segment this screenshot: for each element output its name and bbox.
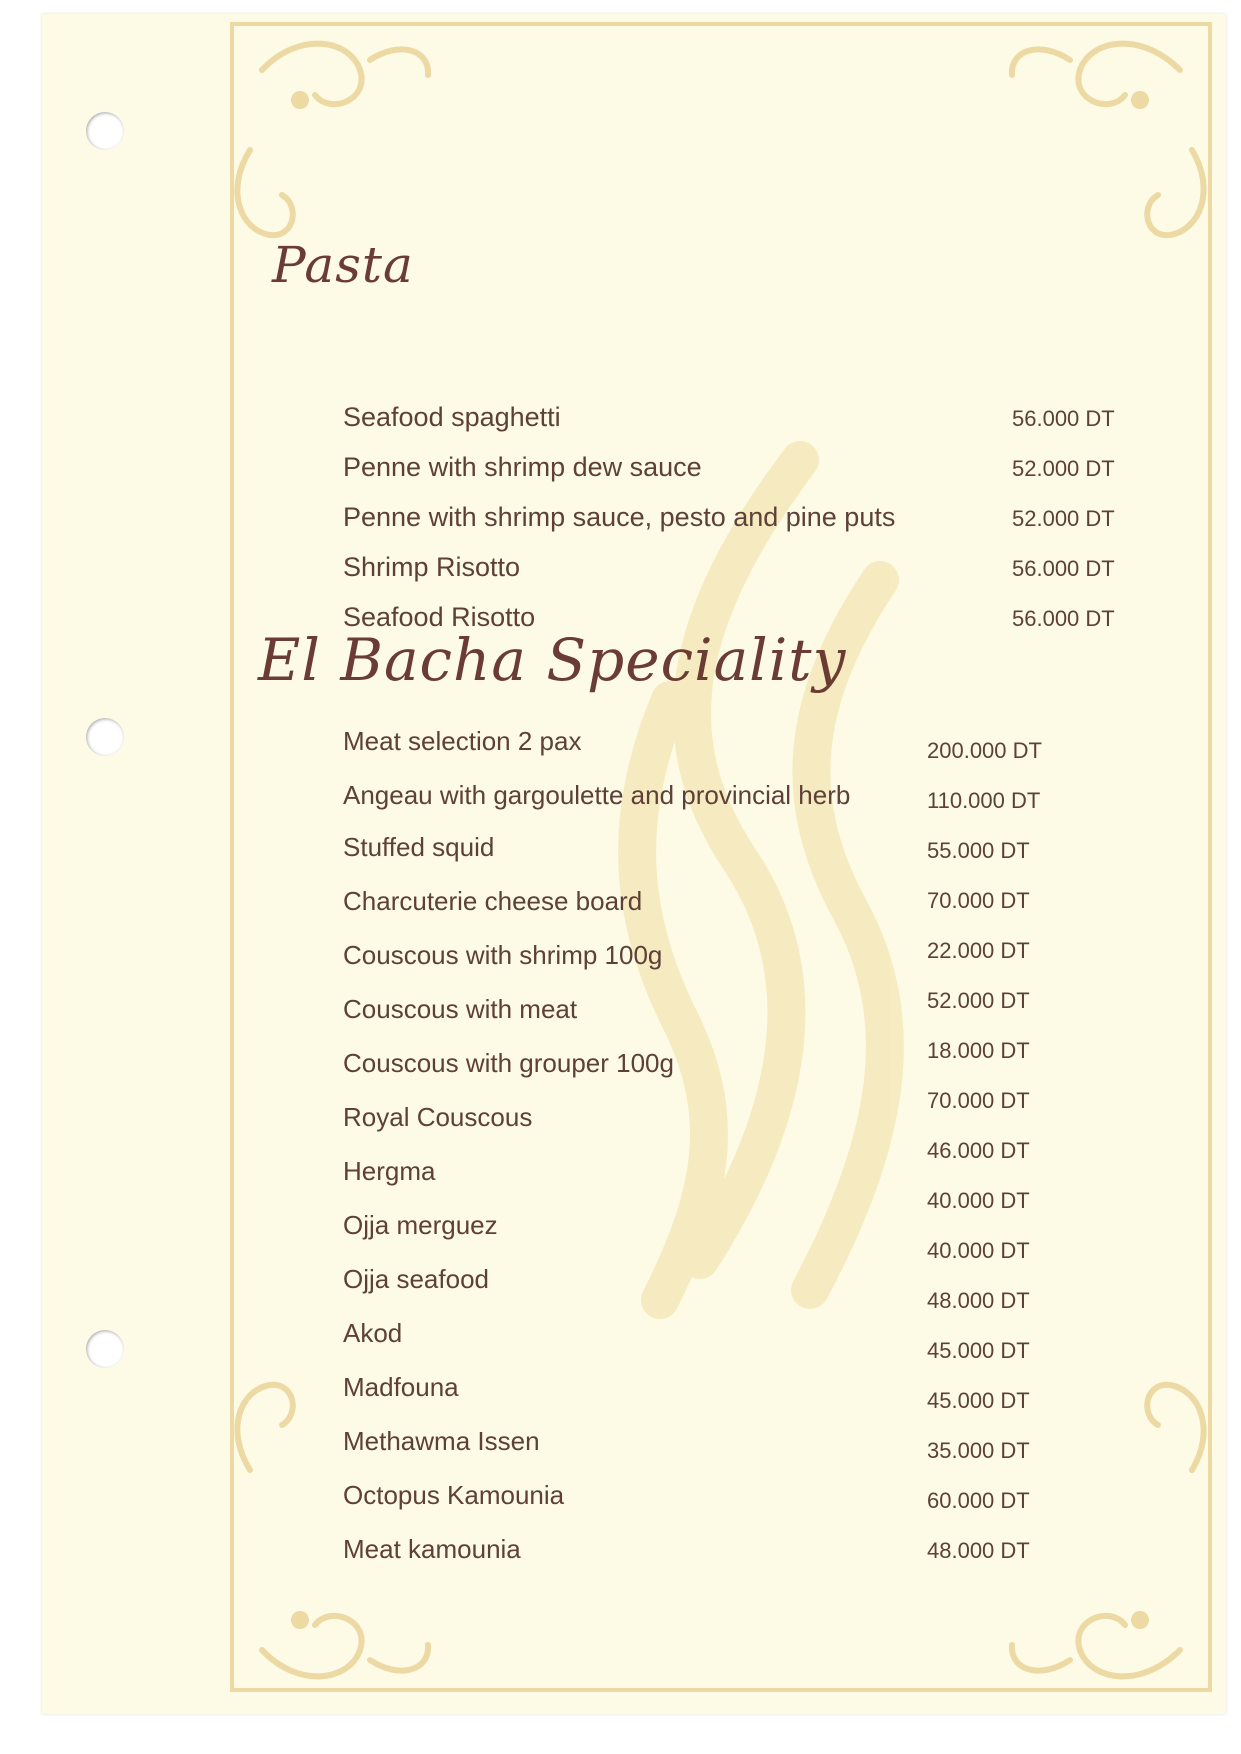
menu-item-price: 110.000 DT (927, 788, 1041, 813)
menu-item-row (0, 552, 1241, 592)
menu-item-row (0, 1088, 1241, 1142)
menu-item-row (0, 502, 1241, 542)
menu-item-row (0, 886, 1241, 926)
menu-item-name: Angeau with gargoulette and provincial herb (343, 780, 851, 810)
menu-item-name: Penne with shrimp dew sauce (343, 452, 702, 482)
menu-item-price: 60.000 DT (927, 1488, 1030, 1513)
menu-item-price: 56.000 DT (1012, 556, 1115, 581)
menu-item-name: Charcuterie cheese board (343, 886, 643, 916)
menu-item-row (0, 1038, 1241, 1088)
menu-item-name: Couscous with meat (343, 994, 578, 1024)
menu-item-price: 40.000 DT (927, 1188, 1030, 1213)
menu-item-price: 200.000 DT (927, 738, 1042, 763)
menu-item-price: 35.000 DT (927, 1438, 1030, 1463)
menu-item-name: Shrimp Risotto (343, 552, 521, 582)
section-title-specialty: El Bacha Speciality (258, 626, 847, 694)
menu-item-row (0, 988, 1241, 1034)
menu-item-price: 55.000 DT (927, 838, 1030, 863)
menu-item-price: 52.000 DT (1012, 456, 1115, 481)
menu-item-price: 40.000 DT (927, 1238, 1030, 1263)
menu-item-price: 52.000 DT (927, 988, 1030, 1013)
menu-item-name: Akod (343, 1318, 403, 1348)
menu-item-row (0, 1238, 1241, 1304)
menu-item-price: 70.000 DT (927, 1088, 1030, 1113)
menu-item-name: Seafood spaghetti (343, 402, 561, 432)
menu-item-name: Meat selection 2 pax (343, 726, 582, 756)
menu-item-row (0, 1138, 1241, 1196)
menu-item-name: Methawma Issen (343, 1426, 540, 1456)
menu-item-name: Ojja merguez (343, 1210, 498, 1240)
menu-item-name: Penne with shrimp sauce, pesto and pine puts (343, 502, 896, 532)
menu-item-price: 48.000 DT (927, 1288, 1030, 1313)
menu-item-row (0, 1388, 1241, 1466)
menu-item-row (0, 940, 1241, 980)
menu-item-price: 70.000 DT (927, 888, 1030, 913)
menu-item-row (0, 780, 1241, 820)
menu-item-row (0, 1188, 1241, 1250)
menu-item-name: Couscous with grouper 100g (343, 1048, 674, 1078)
menu-item-name: Madfouna (343, 1372, 459, 1402)
menu-item-price: 56.000 DT (1012, 606, 1115, 631)
menu-item-name: Meat kamounia (343, 1534, 521, 1564)
menu-item-row (0, 1338, 1241, 1412)
menu-item-name: Stuffed squid (343, 832, 495, 862)
menu-item-price: 46.000 DT (927, 1138, 1030, 1163)
menu-item-price: 56.000 DT (1012, 406, 1115, 431)
menu-item-price: 18.000 DT (927, 1038, 1030, 1063)
menu-item-name: Royal Couscous (343, 1102, 533, 1132)
menu-item-price: 45.000 DT (927, 1388, 1030, 1413)
menu-item-row (0, 402, 1241, 442)
menu-item-row (0, 1288, 1241, 1358)
section-title-pasta: Pasta (272, 236, 414, 294)
menu-item-name: Seafood Risotto (343, 602, 536, 632)
menu-item-row (0, 832, 1241, 872)
menu-item-name: Ojja seafood (343, 1264, 489, 1294)
menu-item-price: 22.000 DT (927, 938, 1030, 963)
menu-item-price: 48.000 DT (927, 1538, 1030, 1563)
menu-item-name: Hergma (343, 1156, 436, 1186)
menu-item-price: 52.000 DT (1012, 506, 1115, 531)
menu-item-price: 45.000 DT (927, 1338, 1030, 1363)
menu-item-name: Couscous with shrimp 100g (343, 940, 663, 970)
menu-item-name: Octopus Kamounia (343, 1480, 565, 1510)
menu-item-row (0, 726, 1241, 766)
menu-item-row (0, 452, 1241, 492)
